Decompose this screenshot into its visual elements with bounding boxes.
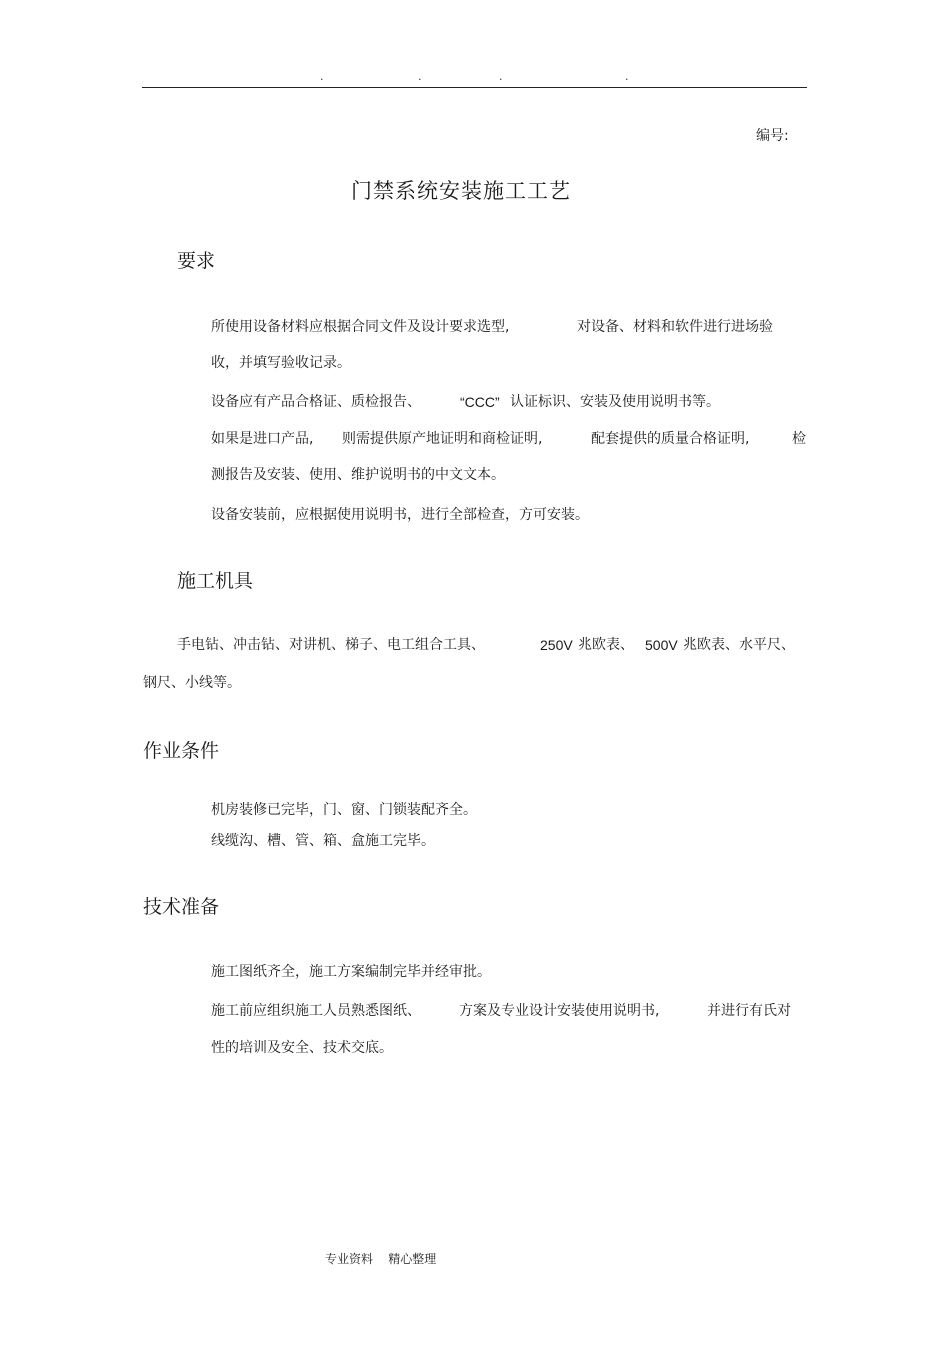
header-rule bbox=[142, 87, 807, 88]
conditions-line1: 机房装修已完毕，门、窗、门锁装配齐全。 bbox=[211, 802, 477, 818]
requirements-p1-part1: 所使用设备材料应根据合同文件及设计要求选型, bbox=[211, 319, 510, 335]
tech-prep-line2-part2: 方案及专业设计安装使用说明书, bbox=[459, 1003, 660, 1019]
header-dot: . bbox=[499, 70, 503, 83]
tools-line1-500v: 500V bbox=[645, 637, 678, 653]
page-title: 门禁系统安装施工工艺 bbox=[351, 179, 571, 203]
conditions-line2: 线缆沟、槽、管、箱、盒施工完毕。 bbox=[211, 833, 435, 849]
section-heading-conditions: 作业条件 bbox=[143, 740, 220, 762]
header-dot: . bbox=[320, 70, 324, 83]
page-footer: 专业资料 精心整理 bbox=[325, 1252, 437, 1266]
doc-number-label: 编号: bbox=[756, 128, 789, 144]
requirements-p2-part3: 认证标识、安装及使用说明书等。 bbox=[510, 394, 720, 410]
tech-prep-line1: 施工图纸齐全，施工方案编制完毕并经审批。 bbox=[211, 964, 491, 980]
requirements-p4: 设备安装前，应根据使用说明书，进行全部检查，方可安装。 bbox=[211, 507, 589, 523]
requirements-p1-part3: 收，并填写验收记录。 bbox=[211, 355, 351, 371]
section-heading-tools: 施工机具 bbox=[177, 570, 254, 592]
tech-prep-line3: 性的培训及安全、技术交底。 bbox=[211, 1040, 393, 1056]
header-dot: . bbox=[418, 70, 422, 83]
tech-prep-line2-part3: 并进行有氏对 bbox=[707, 1003, 791, 1019]
requirements-p3-part2: 则需提供原产地证明和商检证明, bbox=[342, 431, 543, 447]
tools-line1-250v: 250V bbox=[540, 637, 573, 653]
section-heading-tech-prep: 技术准备 bbox=[143, 896, 220, 918]
tools-line1-part3: 兆欧表、 bbox=[578, 637, 634, 653]
requirements-p3-part5: 测报告及安装、使用、维护说明书的中文文本。 bbox=[211, 467, 505, 483]
requirements-p2-part1: 设备应有产品合格证、质检报告、 bbox=[211, 394, 421, 410]
requirements-p3-part4: 检 bbox=[792, 431, 806, 447]
requirements-p3-part3: 配套提供的质量合格证明, bbox=[591, 431, 750, 447]
header-dot: . bbox=[625, 70, 629, 83]
tools-line1-part5: 兆欧表、水平尺、 bbox=[683, 637, 795, 653]
tech-prep-line2-part1: 施工前应组织施工人员熟悉图纸、 bbox=[211, 1003, 421, 1019]
requirements-p3-part1: 如果是进口产品, bbox=[211, 431, 314, 447]
tools-line1-part1: 手电钻、冲击钻、对讲机、梯子、电工组合工具、 bbox=[177, 637, 485, 653]
section-heading-requirements: 要求 bbox=[177, 250, 216, 272]
tools-line2: 钢尺、小线等。 bbox=[143, 675, 241, 691]
requirements-p1-part2: 对设备、材料和软件进行进场验 bbox=[577, 319, 773, 335]
requirements-p2-ccc: “CCC” bbox=[460, 394, 500, 410]
